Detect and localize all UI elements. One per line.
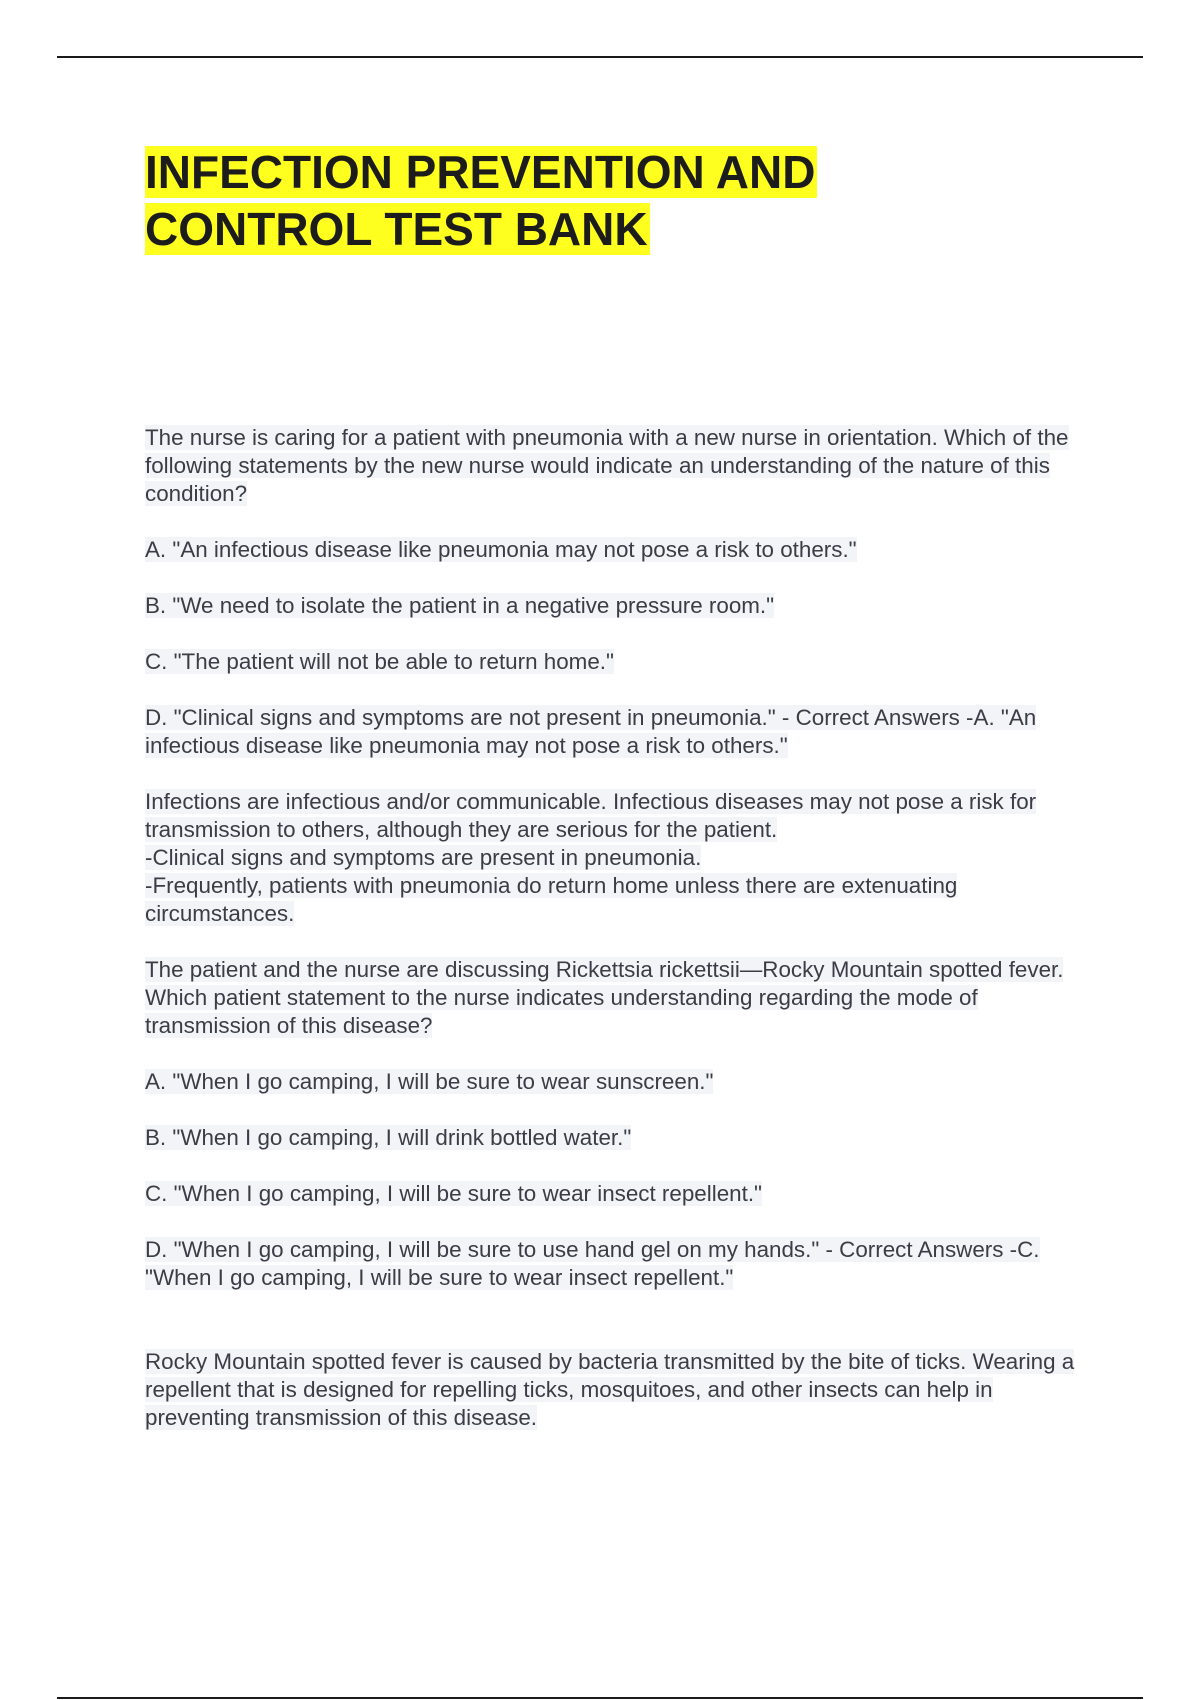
question-2-rationale: Rocky Mountain spotted fever is caused by bacteria transmitted by the bite of ticks. Wearing a repellent that is designed for repelling ticks, mosquitoes, and other insects can help in preventing transmission of this disease.: [145, 1349, 1075, 1430]
question-1-option-a: A. "An infectious disease like pneumonia may not pose a risk to others.": [145, 537, 857, 562]
bottom-divider: [57, 1697, 1143, 1699]
question-2-option-a: A. "When I go camping, I will be sure to wear sunscreen.": [145, 1069, 714, 1094]
document-body: [145, 424, 1090, 1460]
document-title: [145, 144, 905, 258]
question-1-rationale: [145, 788, 1090, 928]
question-2-option-c: C. "When I go camping, I will be sure to wear insect repellent.": [145, 1181, 762, 1206]
rationale-line-1: Infections are infectious and/or communicable. Infectious diseases may not pose a risk for transmission to others, although they are serious for the patient.: [145, 789, 1037, 842]
rationale-line-3: -Frequently, patients with pneumonia do return home unless there are extenuating circumstances.: [145, 873, 958, 926]
rationale-line-2: -Clinical signs and symptoms are present in pneumonia.: [145, 845, 702, 870]
question-2-option-d-answer: D. "When I go camping, I will be sure to use hand gel on my hands." - Correct Answers -C. "When I go camping, I will be sure to wear insect repellent.": [145, 1237, 1040, 1290]
question-2-option-b: B. "When I go camping, I will drink bottled water.": [145, 1125, 632, 1150]
title-line-1: INFECTION PREVENTION AND: [145, 146, 816, 198]
title-line-2: CONTROL TEST BANK: [145, 203, 648, 255]
question-2-stem: The patient and the nurse are discussing Rickettsia rickettsii—Rocky Mountain spotted fever. Which patient statement to the nurse indicates understanding regarding the mode of transmission of this disease?: [145, 957, 1064, 1038]
question-1-option-d-answer: D. "Clinical signs and symptoms are not present in pneumonia." - Correct Answers -A. "An infectious disease like pneumonia may not pose a risk to others.": [145, 705, 1037, 758]
top-divider: [57, 56, 1143, 58]
question-1-option-b: B. "We need to isolate the patient in a negative pressure room.": [145, 593, 775, 618]
question-1-stem: The nurse is caring for a patient with pneumonia with a new nurse in orientation. Which of the following statements by the new nurse would indicate an understanding of the nature of this condition?: [145, 425, 1069, 506]
question-1-option-c: C. "The patient will not be able to return home.": [145, 649, 614, 674]
